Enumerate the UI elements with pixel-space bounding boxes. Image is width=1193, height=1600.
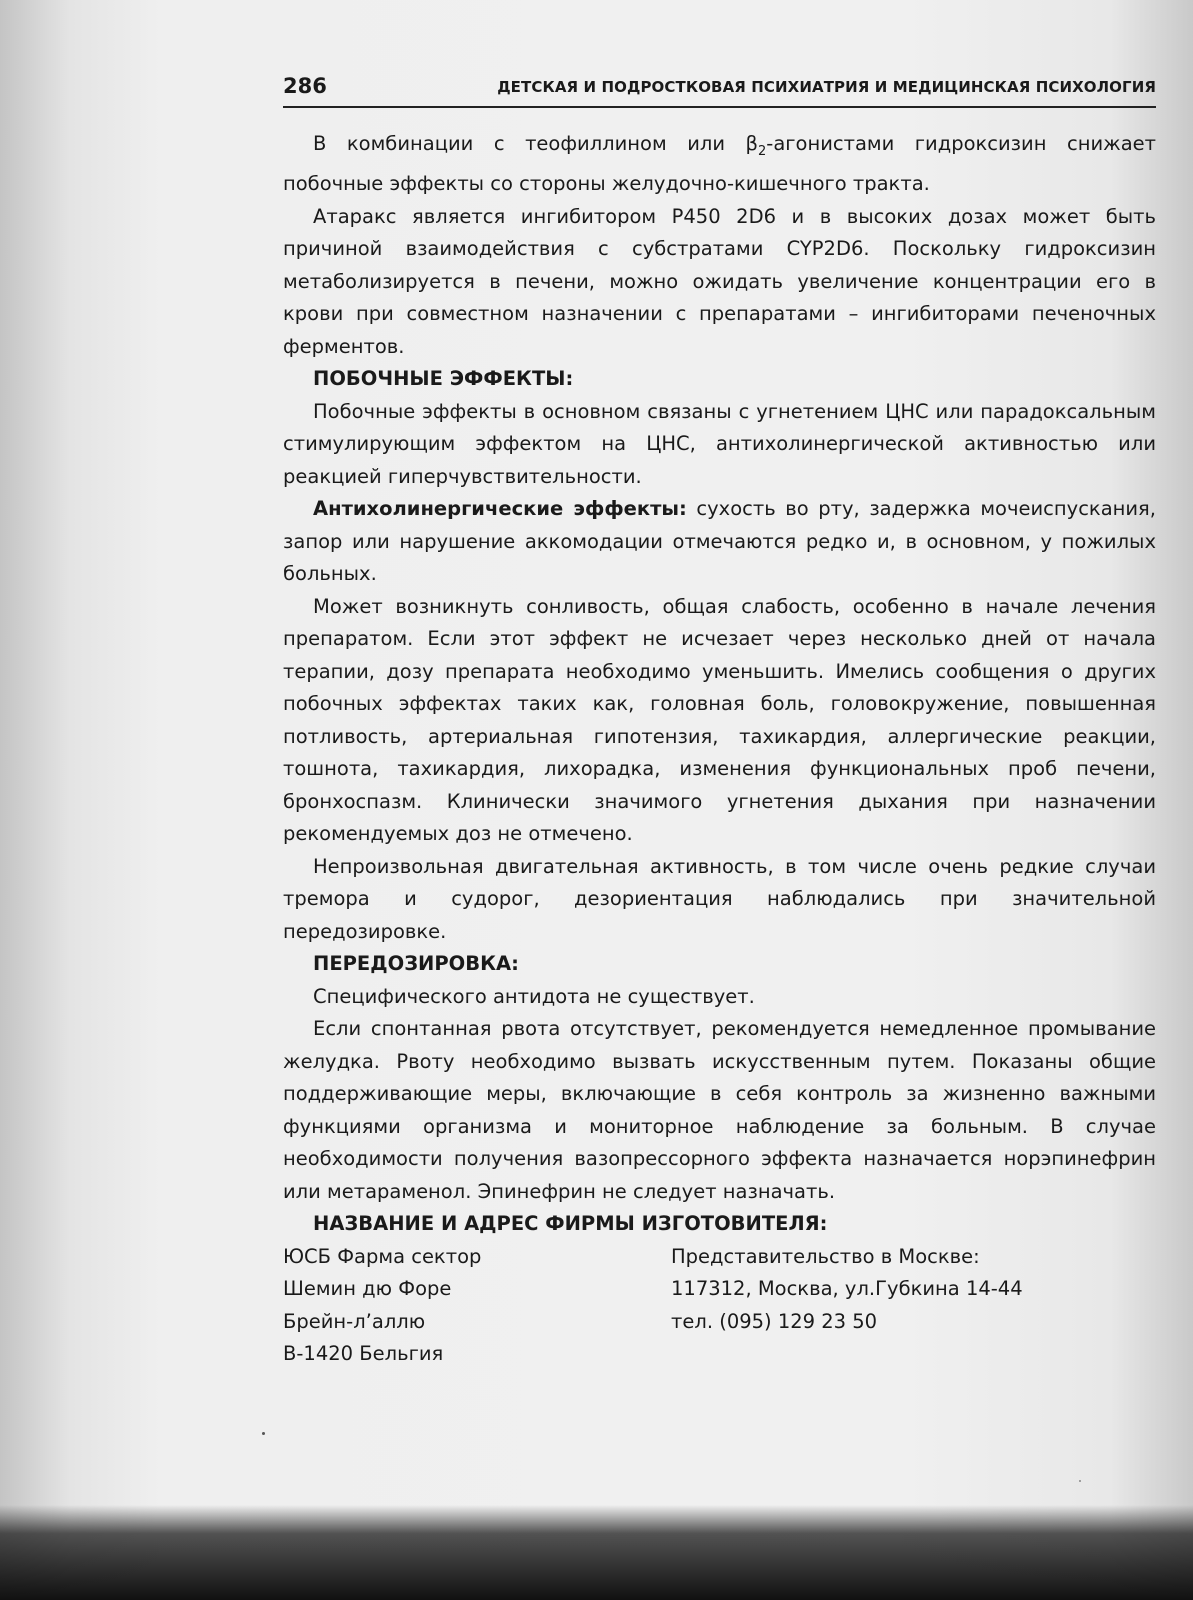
address-line: Брейн-л’аллю xyxy=(283,1309,426,1333)
paragraph-text: В комбинации с теофиллином или xyxy=(313,132,746,155)
paragraph-combination xyxy=(283,128,1156,201)
address-line: B-1420 Бельгия xyxy=(283,1342,444,1366)
paragraph-no-antidote: Специфического антидота не существует. xyxy=(313,984,755,1008)
address-line: Шемин дю Форе xyxy=(283,1277,452,1301)
address-line: 117312, Москва, ул.Губкина 14-44 xyxy=(671,1277,1023,1301)
paragraph-text: -агонистами гидроксизин снижает побочные эффекты со стороны желудочно-кишечного тракта. xyxy=(283,132,1156,196)
address-line: ЮСБ Фарма сектор xyxy=(283,1244,482,1268)
section-heading-overdose: ПЕРЕДОЗИРОВКА: xyxy=(313,952,519,976)
scan-speck xyxy=(1079,1480,1081,1482)
paragraph-side-effects-summary: Побочные эффекты в основном связаны с угнетением ЦНС или парадоксальным стимулирующим эффектом на ЦНС, антихолинергической активностью или реакцией гиперчувствительности. xyxy=(283,399,1156,488)
paragraph-text: сухость во рту, задержка мочеиспускания, запор или нарушение аккомодации отмечаются редко и, в основном, у пожилых больных. xyxy=(283,497,1156,586)
phone-line: тел. (095) 129 23 50 xyxy=(671,1309,878,1333)
paragraph-overdose-treatment: Если спонтанная рвота отсутствует, рекомендуется немедленное промывание желудка. Рвоту необходимо вызвать искусственным путем. Показаны общие поддерживающие меры, включающие в себя контроль за жизненно важными функциями организма и мониторное наблюдение за больным. В случае необходимости получения вазопрессорного эффекта назначается норэпинефрин или метараменол. Эпинефрин не следует назначать. xyxy=(283,1017,1156,1203)
scan-speck xyxy=(262,1432,265,1435)
section-heading-manufacturer: НАЗВАНИЕ И АДРЕС ФИРМЫ ИЗГОТОВИТЕЛЯ: xyxy=(313,1212,828,1236)
inline-term: Антихолинергические эффекты: xyxy=(313,497,687,521)
beta-symbol: β xyxy=(745,132,758,155)
paragraph-anticholinergic xyxy=(283,493,1156,591)
address-line: Представительство в Москве: xyxy=(671,1244,980,1268)
paragraph-drowsiness: Может возникнуть сонливость, общая слабость, особенно в начале лечения препаратом. Если этот эффект не исчезает через несколько дней от начала терапии, дозу препарата необходимо уменьшить. Имелись сообщения о других побочных эффектах таких как, головная боль, головокружение, повышенная потливость, артериальная гипотензия, тахикардия, аллергические реакции, тошнота, тахикардия, лихорадка, изменения функциональных проб печени, бронхоспазм. Клинически значимого угнетения дыхания при назначении рекомендуемых доз не отмечено. xyxy=(283,594,1156,846)
manufacturer-address xyxy=(283,1241,1156,1371)
page-number: 286 xyxy=(283,74,327,98)
page-header xyxy=(283,70,1156,108)
moscow-representative-address xyxy=(671,1241,1156,1371)
section-heading-side-effects: ПОБОЧНЫЕ ЭФФЕКТЫ: xyxy=(313,367,574,391)
scan-bottom-shadow xyxy=(0,1505,1193,1600)
paragraph-involuntary-activity: Непроизвольная двигательная активность, в том числе очень редкие случаи тремора и судорог, дезориентация наблюдались при значительной передозировке. xyxy=(283,854,1156,943)
page-content xyxy=(283,128,1156,1371)
manufacturer-address-belgium xyxy=(283,1241,671,1371)
beta-subscript: 2 xyxy=(758,143,767,159)
paragraph-atarax-interaction: Атаракс является ингибитором P450 2D6 и в высоких дозах может быть причиной взаимодействия с субстратами CYP2D6. Поскольку гидроксизин метаболизируется в печени, можно ожидать увеличение концентрации его в крови при совместном назначении с препаратами – ингибиторами печеночных ферментов. xyxy=(283,204,1156,358)
running-title: ДЕТСКАЯ И ПОДРОСТКОВАЯ ПСИХИАТРИЯ И МЕДИЦИНСКАЯ ПСИХОЛОГИЯ xyxy=(497,78,1156,96)
